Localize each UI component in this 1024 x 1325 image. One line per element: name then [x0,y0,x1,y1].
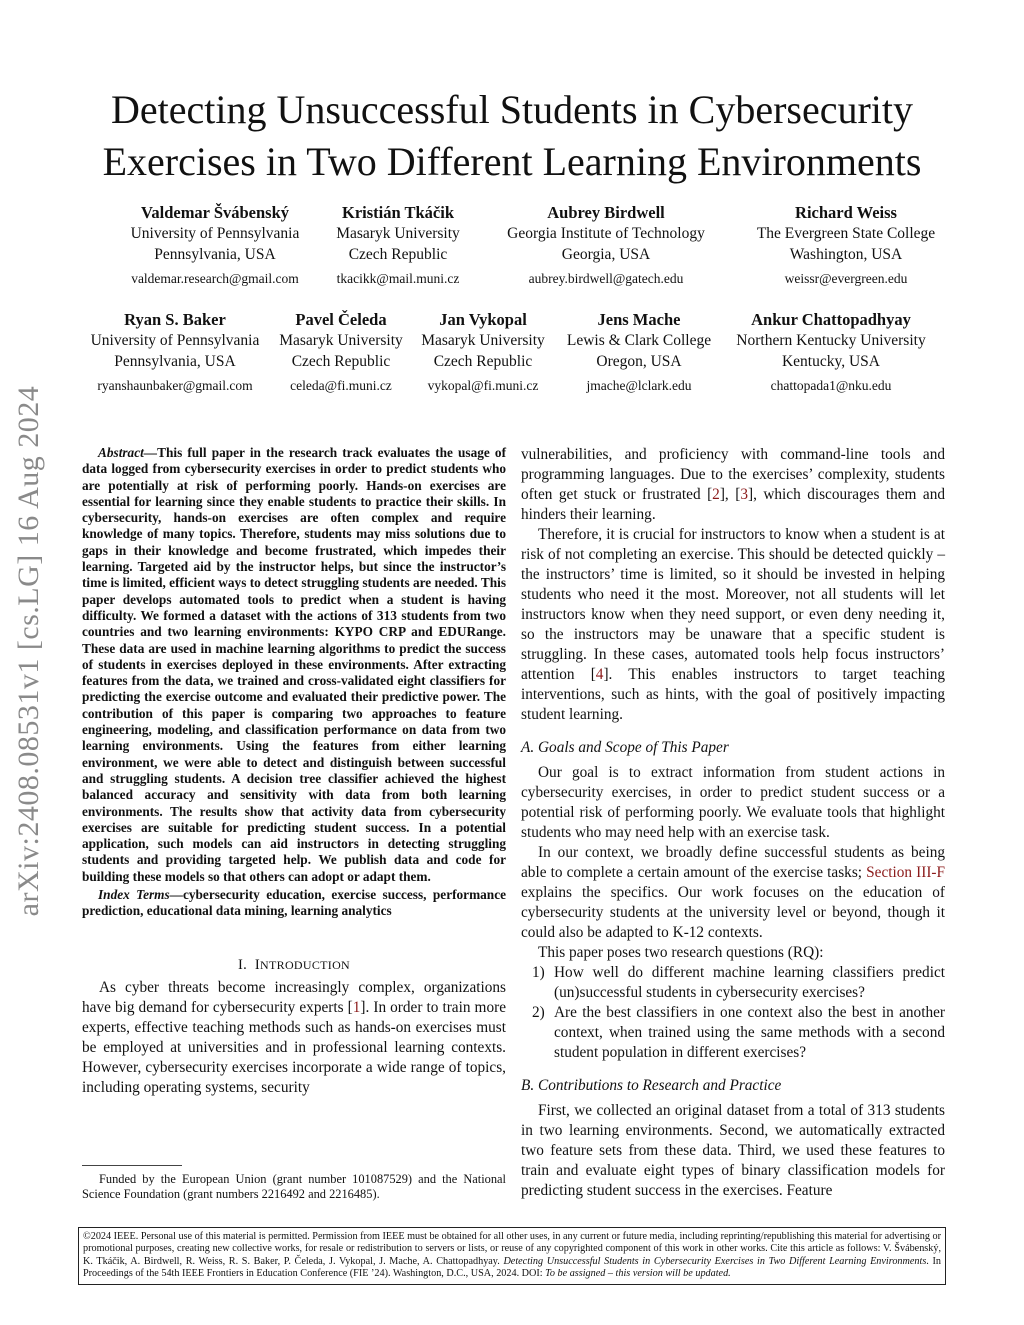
doi-note: To be assigned – this version will be updated. [545,1268,731,1280]
index-terms [82,887,506,920]
text-run: ]. In order to train more experts, effective teaching methods such as hands-on exercises must be employed at universities and in professional learning contexts. However, cybersecurity exercises incorporate a wide range of topics, including operating systems, security [82,998,506,1096]
author-name: Richard Weiss [795,203,897,222]
text-run: explains the specifics. Our work focuses on the education of cybersecurity students at the university level or beyond, though it could also be adapted to K-12 contexts. [521,884,945,941]
author-3 [486,202,726,289]
author-7 [413,309,553,396]
author-name: Ankur Chattopadhyay [751,310,911,329]
footnote-divider [82,1165,182,1166]
section-title-initial: I [254,956,261,973]
research-questions-list [521,963,945,1063]
citation-title: Detecting Unsuccessful Students in Cybersecurity Exercises in Two Different Learning Environments [503,1255,927,1267]
author-location: Washington, USA [789,246,903,263]
author-affiliation: Georgia Institute of Technology [507,225,705,242]
author-location: Pennsylvania, USA [154,246,276,263]
index-terms-label: Index Terms— [98,887,183,903]
author-name: Jan Vykopal [439,310,527,329]
author-affiliation: Masaryk University [336,225,460,242]
list-number: 1) [532,964,545,981]
subsection-heading-contributions: B. Contributions to Research and Practice [521,1077,782,1094]
paragraph: Our goal is to extract information from student actions in cybersecurity exercises, in order to predict student success or a potential risk of performing poorly. We evaluate tools that highlight students who may need help with an exercise task. [521,764,945,841]
author-email: vykopal@fi.muni.cz [427,378,539,393]
author-1 [105,202,325,289]
author-name: Jens Mache [597,310,681,329]
author-email: ryanshaunbaker@gmail.com [97,378,253,393]
author-affiliation: Lewis & Clark College [566,332,712,349]
list-text: Are the best classifiers in one context also the best in another context, when trained using the same methods with a second student population in different exercises? [554,1004,945,1061]
author-name: Kristián Tkáčik [341,203,454,222]
list-text: How well do different machine learning classifiers predict (un)successful students in cybersecurity exercises? [554,964,945,1001]
text-run: ], which discourages them and hinders their learning. [521,486,946,523]
paragraph [521,525,945,725]
text-run: vulnerabilities, and proficiency with command-line tools and programming languages. Due to the exercises’ complexity, students often get stuck or frustrated [ [521,446,945,503]
author-9 [723,309,939,396]
paper-title: Detecting Unsuccessful Students in Cybersecurity Exercises in Two Different Learning Environments [102,87,922,184]
footnote-text: Funded by the European Union (grant number 101087529) and the National Science Foundation (grant numbers 2216492 and 2216485). [82,1172,506,1201]
author-location: Georgia, USA [561,246,651,263]
text-run: ©2024 IEEE. Personal use of this material is permitted. Permission from IEEE must be obtained for all other uses, in any current or future media, including reprinting/republishing this material for advertising or promotional purposes, creating new collective works, for resale or redistribution to servers or lists, or reuse of any copyrighted component of this work in other works. Cite this article as follows: V. Švábenský, K. Tkáčik, A. Birdwell, R. Weiss, R. S. Baker, P. Čeleda, J. Vykopal, J. Mache, A. Chattopadhyay. [83,1231,941,1267]
author-email: tkacikk@mail.muni.cz [336,271,460,286]
right-column [521,445,945,1201]
list-item [521,1003,945,1063]
author-affiliation: Masaryk University [279,332,403,349]
list-item [521,963,945,1003]
paragraph [521,843,945,943]
text-run: . In Proceedings of the 54th IEEE Frontiers in Education Conference (FIE ’24). Washington, D.C., USA, 2024. DOI: [83,1255,941,1280]
left-column [82,445,506,1098]
author-affiliation: Masaryk University [421,332,545,349]
copyright-notice [78,1227,946,1285]
author-affiliation: Northern Kentucky University [736,332,926,349]
author-5 [77,309,273,396]
author-location: Kentucky, USA [781,353,880,370]
author-name: Valdemar Švábenský [140,203,290,222]
paragraph [521,445,945,525]
author-affiliation: University of Pennsylvania [90,332,260,349]
abstract-text: This full paper in the research track evaluates the usage of data logged from cybersecurity exercises in order to predict students who are potentially at risk of performing poorly. Hands-on exercises are essential for learning since they enable students to practice their skills. In cybersecurity, hands-on exercises are often complex and require knowledge of many topics. Therefore, students may miss solutions due to gaps in their knowledge and become frustrated, which impedes their learning. Targeted aid by the instructor helps, but since the instructor’s time is limited, efficient ways to detect struggling students are needed. This paper develops automated tools to predict when a student is having difficulty. We formed a dataset with the actions of 313 students from two countries and two learning environments: KYPO CRP and EDURange. These data are used in machine learning algorithms to predict the success of students in exercises deployed in these environments. After extracting features from the data, we trained and cross-validated eight classifiers for predicting the exercise outcome and evaluated their predictive power. The contribution of this paper is comparing two approaches to feature engineering, modeling, and classification performance on data from two learning environments. Using the features from either learning environment, we were able to detect and distinguish between successful and struggling students. A decision tree classifier achieved the highest balanced accuracy and sensitivity with data from both learning environments. The results show that activity data from cybersecurity exercises are suitable for predicting student success. In a potential application, such models can aid instructors in detecting struggling students and providing targeted help. We publish data and code for building these models so that others can adopt or adapt them. [82,445,506,884]
author-4 [734,202,958,289]
author-email: jmache@lclark.edu [586,378,692,393]
author-affiliation: University of Pennsylvania [130,225,300,242]
text-run: As cyber threats become increasingly complex, organizations have big demand for cybersecurity experts [ [82,978,506,1016]
funding-footnote [82,1172,506,1202]
author-email: celeda@fi.muni.cz [290,378,392,393]
abstract [82,445,506,885]
author-name: Pavel Čeleda [295,310,387,329]
section-number: I. [237,956,248,973]
author-location: Czech Republic [433,353,533,370]
author-email: weissr@evergreen.edu [784,271,908,286]
subsection-heading-goals: A. Goals and Scope of This Paper [521,739,729,756]
author-location: Oregon, USA [596,353,682,370]
author-email: valdemar.research@gmail.com [131,271,299,286]
citation-link-3[interactable]: 3 [740,486,748,503]
citation-link-4[interactable]: 4 [595,666,604,683]
author-location: Czech Republic [348,246,448,263]
text-run: ], [ [719,486,741,503]
intro-paragraph [82,978,506,1098]
citation-link-2[interactable]: 2 [712,486,720,503]
section-title-rest: NTRODUCTION [260,957,351,972]
list-number: 2) [532,1004,545,1021]
text-run: ]. This enables instructors to target teaching interventions, such as hints, with the goal of positively impacting student learning. [521,666,945,723]
paragraph: First, we collected an original dataset from a total of 313 students in two learning environments. Second, we automatically extracted two feature sets from these data. Third, we used these features to train and evaluate eight types of binary classification models for predicting student success in the exercises. Feature [521,1102,945,1199]
author-email: chattopada1@nku.edu [770,378,892,393]
author-6 [271,309,411,396]
author-8 [556,309,722,396]
index-terms-text: cybersecurity education, exercise success, performance prediction, educational data mining, learning analytics [82,887,506,919]
author-email: aubrey.birdwell@gatech.edu [528,271,684,286]
citation-link-1[interactable]: 1 [352,998,361,1016]
author-name: Ryan S. Baker [124,310,226,329]
author-name: Aubrey Birdwell [547,203,665,222]
paragraph: This paper poses two research questions (RQ): [538,944,824,961]
author-2 [318,202,478,289]
author-location: Pennsylvania, USA [114,353,236,370]
section-heading-introduction [82,955,506,975]
arxiv-identifier: arXiv:2408.08531v1 [cs.LG] 16 Aug 2024 [12,385,45,917]
author-location: Czech Republic [291,353,391,370]
abstract-label: Abstract— [98,445,158,460]
section-link-iii-f[interactable]: Section III-F [866,864,946,881]
text-run: In our context, we broadly define successful students as being able to complete a certain amount of the exercise tasks; [521,844,945,881]
author-affiliation: The Evergreen State College [756,225,936,242]
text-run: Therefore, it is crucial for instructors to know when a student is at risk of not completing an exercise. This should be detected quickly – the instructors’ time is limited, so it should be invested in helping students who need it the most. Moreover, not all students will let instructors know when they need support, or even deny needing it, so the instructors may be unaware that a specific student is struggling. In these cases, automated tools help focus instructors’ attention [ [521,526,945,683]
